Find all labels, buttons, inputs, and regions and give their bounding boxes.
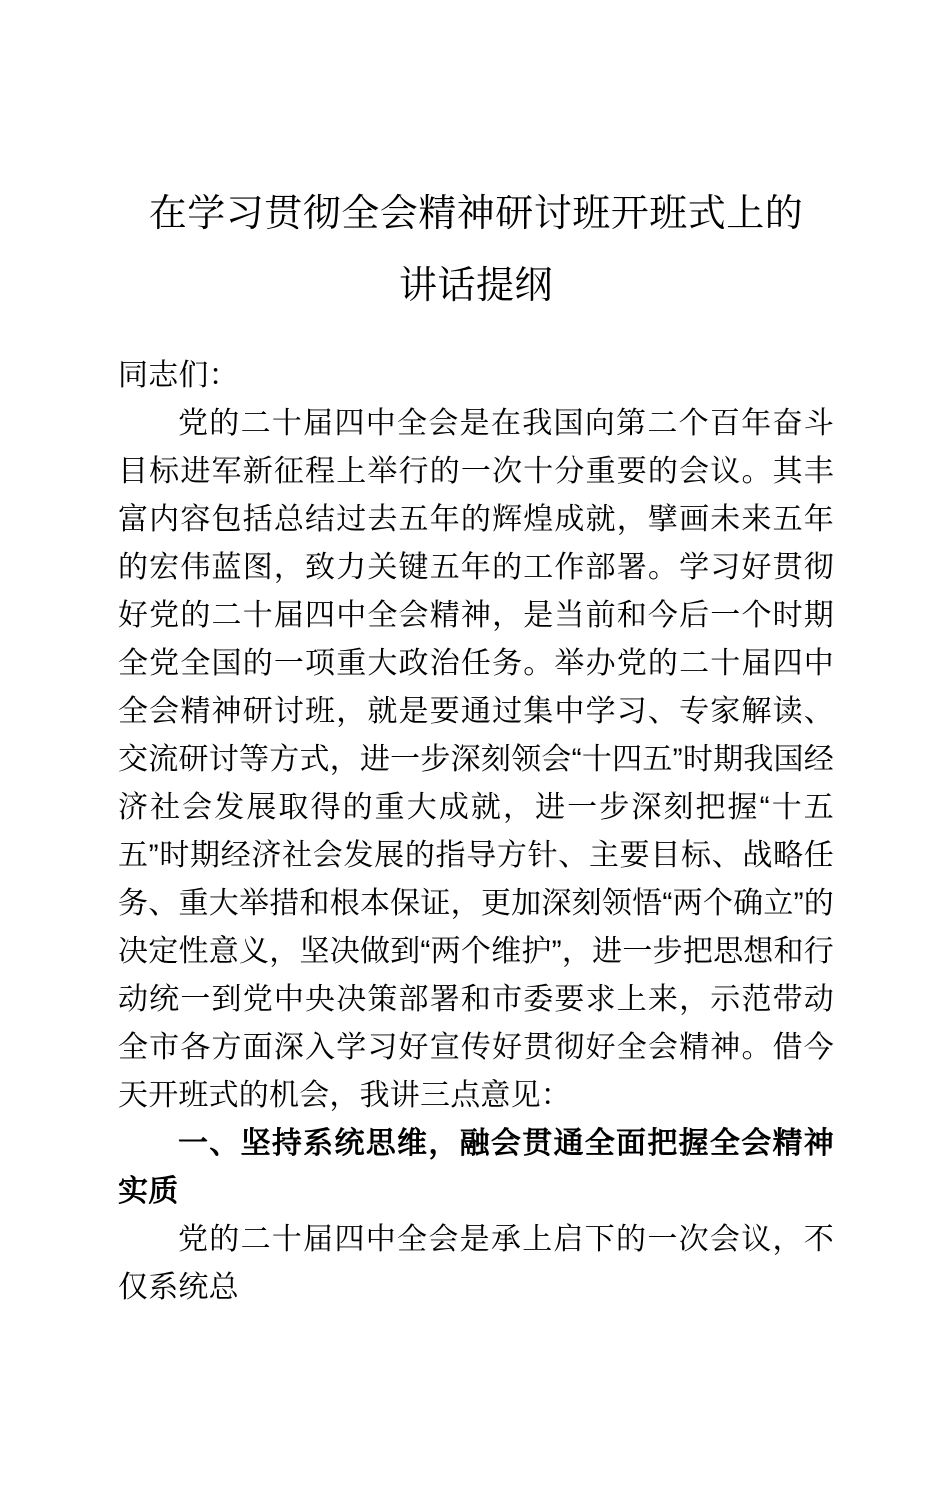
body-paragraph-1: 党的二十届四中全会是在我国向第二个百年奋斗目标进军新征程上举行的一次十分重要的会议。其丰富内容包括总结过去五年的辉煌成就，擘画未来五年的宏伟蓝图，致力关键五年的工作部署。学习好贯彻好党的二十届四中全会精神，是当前和今后一个时期全党全国的一项重大政治任务。举办党的二十届四中全会精神研讨班，就是要通过集中学习、专家解读、交流研讨等方式，进一步深刻领会“十四五”时期我国经济社会发展取得的重大成就，进一步深刻把握“十五五”时期经济社会发展的指导方针、主要目标、战略任务、重大举措和根本保证，更加深刻领悟“两个确立”的决定性意义，坚决做到“两个维护”，进一步把思想和行动统一到党中央决策部署和市委要求上来，示范带动全市各方面深入学习好宣传好贯彻好全会精神。借今天开班式的机会，我讲三点意见： [118, 407, 834, 1112]
document-title-line-1: 在学习贯彻全会精神研讨班开班式上的 [148, 193, 804, 235]
section-paragraph-1: 党的二十届四中全会是承上启下的一次会议，不仅系统总 [118, 1223, 834, 1304]
document-title-line-2: 讲话提纲 [398, 265, 553, 307]
page-bottom-margin [118, 1312, 834, 1492]
document-content [118, 0, 834, 1492]
document-body [118, 352, 834, 1312]
salutation-line: 同志们： [118, 359, 239, 392]
section-heading-1: 一、坚持系统思维，融会贯通全面把握全会精神实质 [118, 1127, 834, 1208]
document-title [118, 0, 834, 322]
